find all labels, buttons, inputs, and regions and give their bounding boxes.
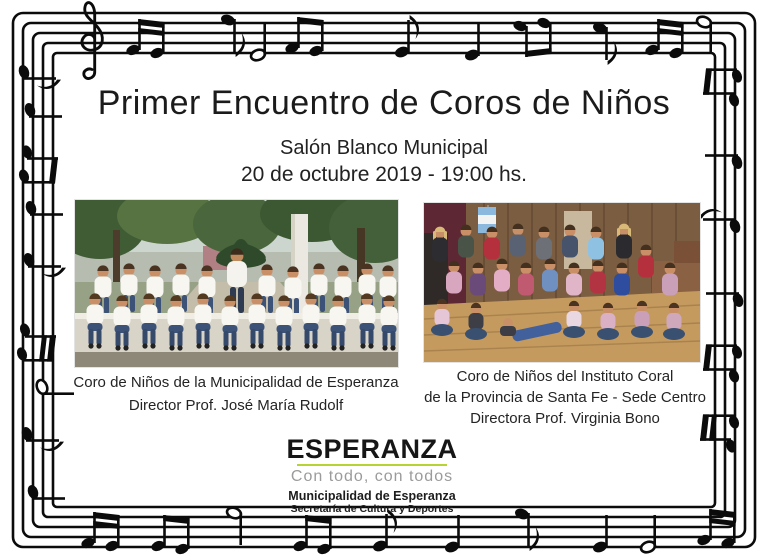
venue-line: Salón Blanco Municipal <box>280 137 488 159</box>
music-note-icon <box>150 515 190 556</box>
choir-photo-instituto <box>424 203 700 362</box>
choir-photo-municipalidad <box>75 200 398 367</box>
music-note-icon <box>640 515 657 554</box>
logo-tagline: Con todo, con todos <box>290 468 454 486</box>
caption-line: Director Prof. José María Rudolf <box>128 396 344 414</box>
music-note-icon <box>696 15 713 54</box>
caption-municipalidad <box>56 372 416 417</box>
poster-title: Primer Encuentro de Coros de Niños <box>97 84 671 122</box>
caption-line: Coro de Niños del Instituto Coral <box>456 368 674 385</box>
music-note-icon <box>15 322 56 362</box>
music-note-icon <box>220 13 245 57</box>
esperanza-logo <box>0 435 756 516</box>
caption-instituto <box>420 366 710 429</box>
caption-line: de la Provincia de Santa Fe - Sede Centro <box>424 389 706 406</box>
caption-line: Coro de Niños de la Municipalidad de Esperanza <box>73 374 399 391</box>
music-note-icon <box>292 515 332 556</box>
logo-municipality: Municipalidad de Esperanza <box>288 488 456 503</box>
datetime-line: 20 de octubre 2019 - 19:00 hs. <box>240 163 528 186</box>
logo-wordmark: ESPERANZA <box>286 434 458 464</box>
music-note-icon <box>444 515 461 554</box>
logo-underline <box>297 464 447 466</box>
caption-line: Directora Prof. Virginia Bono <box>470 410 660 427</box>
music-note-icon <box>592 515 609 554</box>
logo-department: Secretaría de Cultura y Deportes <box>290 503 454 516</box>
